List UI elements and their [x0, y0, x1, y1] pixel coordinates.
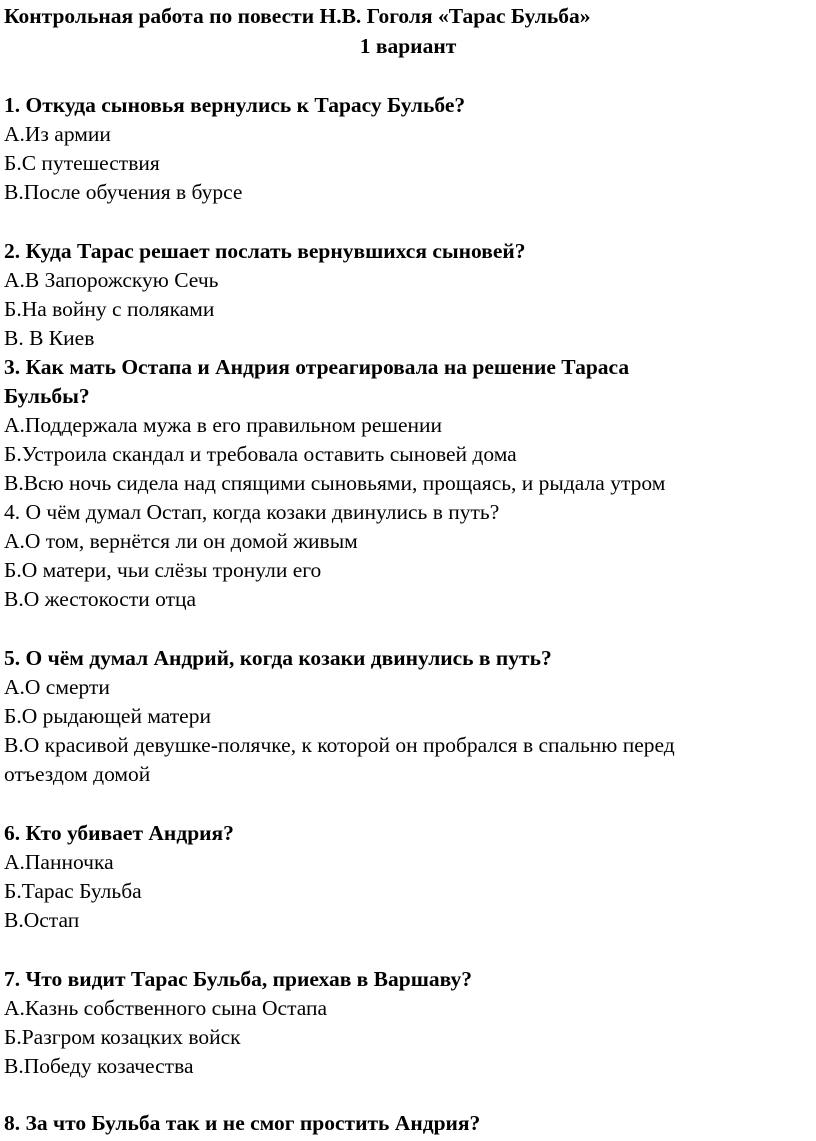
- question-3-option-c: В.Всю ночь сидела над спящими сыновьями, прощаясь, и рыдала утром: [4, 471, 666, 495]
- question-6-option-b: Б.Тарас Бульба: [4, 879, 142, 903]
- question-1: 1. Откуда сыновья вернулись к Тарасу Бульбе?: [4, 93, 466, 117]
- question-4-option-b: Б.О матери, чьи слёзы тронули его: [4, 558, 322, 582]
- question-3-option-a: А.Поддержала мужа в его правильном решении: [4, 413, 443, 437]
- question-3-line-1: 3. Как мать Остапа и Андрия отреагировала на решение Тараса: [4, 355, 630, 379]
- question-2: 2. Куда Тарас решает послать вернувшихся сыновей?: [4, 239, 526, 263]
- question-3-line-2: Бульбы?: [4, 384, 90, 408]
- question-6-option-a: А.Панночка: [4, 850, 114, 874]
- document-title: Контрольная работа по повести Н.В. Гоголя «Тарас Бульба»: [4, 4, 591, 28]
- question-1-option-b: Б.С путешествия: [4, 151, 160, 175]
- question-7-option-b: Б.Разгром козацких войск: [4, 1025, 241, 1049]
- question-4-option-c: В.О жестокости отца: [4, 587, 197, 611]
- question-5-option-b: Б.О рыдающей матери: [4, 704, 211, 728]
- question-7: 7. Что видит Тарас Бульба, приехав в Варшаву?: [4, 967, 472, 991]
- question-4-option-a: А.О том, вернётся ли он домой живым: [4, 529, 358, 553]
- question-2-option-c: В. В Киев: [4, 326, 95, 350]
- question-6: 6. Кто убивает Андрия?: [4, 821, 234, 845]
- question-7-option-a: А.Казнь собственного сына Остапа: [4, 996, 328, 1020]
- question-7-option-c: В.Победу козачества: [4, 1054, 194, 1078]
- question-5-option-c-line-2: отъездом домой: [4, 762, 151, 786]
- question-4: 4. О чём думал Остап, когда козаки двинулись в путь?: [4, 500, 500, 524]
- question-8: 8. За что Бульба так и не смог простить Андрия?: [4, 1111, 481, 1135]
- question-1-option-a: А.Из армии: [4, 122, 111, 146]
- question-3-option-b: Б.Устроила скандал и требовала оставить сыновей дома: [4, 442, 517, 466]
- question-2-option-a: А.В Запорожскую Сечь: [4, 268, 219, 292]
- question-6-option-c: В.Остап: [4, 908, 80, 932]
- question-5-option-c-line-1: В.О красивой девушке-полячке, к которой он пробрался в спальню перед: [4, 733, 675, 757]
- question-1-option-c: В.После обучения в бурсе: [4, 180, 243, 204]
- question-5: 5. О чём думал Андрий, когда козаки двинулись в путь?: [4, 646, 552, 670]
- variant-label: 1 вариант: [359, 34, 457, 58]
- question-5-option-a: А.О смерти: [4, 675, 110, 699]
- question-2-option-b: Б.На войну с поляками: [4, 297, 215, 321]
